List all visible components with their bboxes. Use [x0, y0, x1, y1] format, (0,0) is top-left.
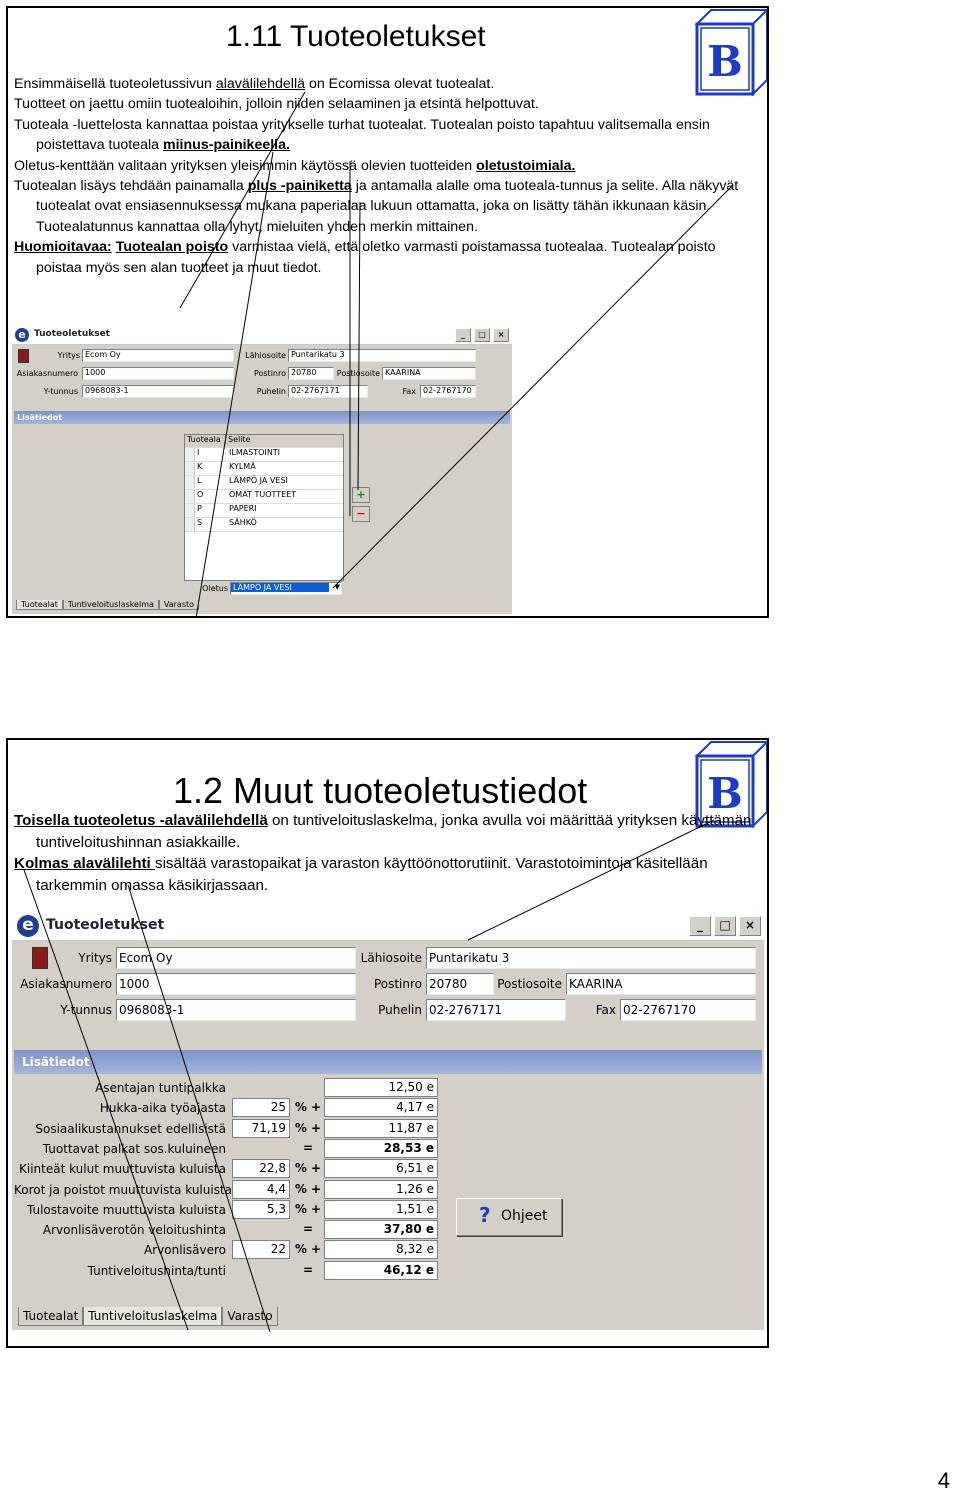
tunti-row-operator: % +	[294, 1120, 322, 1135]
tuoteala-row[interactable]	[185, 448, 343, 462]
bullet: Tuotealan lisäys tehdään painamalla plus -painiketta ja antamalla alalle oma tuoteala-tunnus ja selite. Alla näkyvät tuotealat ovat ensiasennuksessa mukana paperialaa lukuun ottamatta, joka on lisätty tähän ikkunaan käsin. Tuotealatunnus kannattaa olla lyhyt, mieluiten yhden merkin mittainen.	[14, 178, 739, 235]
label-lahiosoite: Lähiosoite	[360, 951, 422, 965]
tab-tuntiveloituslaskelma[interactable]: Tuntiveloituslaskelma	[63, 600, 159, 610]
ecom-app-icon: e	[15, 328, 29, 342]
tab-tuotealat[interactable]: Tuotealat	[18, 1307, 83, 1326]
company-header	[12, 345, 512, 409]
label-postinro: Postinro	[253, 369, 286, 378]
slide-muut-tuoteoletustiedot	[6, 738, 769, 1348]
bullet: Oletus-kenttään valitaan yrityksen yleisimmin käytössä olevien tuotteiden oletustoimiala.	[14, 157, 576, 174]
field-postinro[interactable]: 20780	[288, 367, 334, 380]
bullet: Kolmas alavälilehti sisältää varastopaikat ja varaston käyttöönottorutiinit. Varastotoimintoja käsitellään tarkemmin omassa käsikirjassaan.	[14, 855, 708, 894]
grid-header	[185, 435, 343, 448]
tuoteala-code: L	[197, 476, 202, 485]
logo-letter: B	[707, 37, 743, 86]
field-lahiosoite[interactable]: Puntarikatu 3	[288, 349, 476, 362]
tunti-row-label: Hukka-aika työajasta	[99, 1101, 226, 1116]
bullet: Toisella tuoteoletus -alavälilehdellä on tuntiveloituslaskelma, jonka avulla voi määrittää yrityksen käyttämän tuntiveloitushinnan asiakkaille.	[14, 812, 752, 851]
tuoteala-row[interactable]	[185, 476, 343, 490]
tunti-row-operator: =	[302, 1262, 314, 1277]
label-postiosoite: Postiosoite	[497, 977, 562, 991]
tunti-row-label: Sosiaalikustannukset edellisistä	[35, 1121, 226, 1136]
tunti-row-operator: =	[302, 1140, 314, 1155]
row-selector[interactable]	[185, 476, 195, 489]
bullet: Tuotteet on jaettu omiin tuotealoihin, jolloin niiden selaaminen ja etsintä helpottuvat.	[14, 96, 539, 113]
help-icon: ?	[479, 1203, 491, 1227]
tunti-row-operator: % +	[294, 1242, 322, 1257]
tuoteoletukset-window-tuotealat	[12, 326, 512, 614]
maximize-button[interactable]: □	[714, 916, 736, 936]
plus-button[interactable]: +	[352, 487, 370, 503]
sub-tabs	[16, 600, 199, 610]
tab-varasto[interactable]: Varasto	[222, 1307, 277, 1326]
tunti-row-operator: % +	[294, 1181, 322, 1196]
tunti-row-input[interactable]: 71,19	[232, 1119, 290, 1138]
field-yritys[interactable]: Ecom Oy	[116, 947, 356, 969]
tunti-row-result: 1,51 e	[324, 1200, 438, 1219]
tab-tuntiveloituslaskelma[interactable]: Tuntiveloituslaskelma	[83, 1307, 222, 1326]
tunti-row-label: Tuottavat palkat sos.kuluineen	[42, 1141, 226, 1156]
tunti-row-result: 46,12 e	[324, 1261, 438, 1280]
label-puhelin: Puhelin	[378, 1003, 422, 1017]
close-button[interactable]: ×	[739, 916, 761, 936]
tuoteala-selite: SÄHKÖ	[229, 518, 257, 527]
minus-button[interactable]: −	[352, 506, 370, 522]
label-yritys: Yritys	[78, 951, 112, 965]
label-postiosoite: Postiosoite	[336, 369, 380, 378]
tuoteala-code: O	[197, 490, 204, 499]
label-ytunnus: Y-tunnus	[60, 1003, 112, 1017]
tuoteala-code: I	[197, 448, 200, 457]
slide-tuoteoletukset	[6, 6, 769, 618]
tunti-row-input[interactable]: 5,3	[232, 1200, 290, 1219]
tab-tuotealat[interactable]: Tuotealat	[16, 600, 63, 610]
field-asiakasnumero[interactable]: 1000	[82, 367, 234, 380]
field-fax[interactable]: 02-2767170	[420, 385, 476, 398]
label-asiakasnumero: Asiakasnumero	[20, 977, 112, 991]
row-selector[interactable]	[185, 518, 195, 531]
tuoteoletukset-window-tuntiveloitus	[12, 912, 764, 1330]
tuoteala-selite: LÄMPÖ JA VESI	[229, 476, 288, 485]
ohjeet-label: Ohjeet	[501, 1208, 548, 1224]
slide2-title: 1.2 Muut tuoteoletustiedot	[173, 770, 588, 811]
tuoteala-code: K	[197, 462, 203, 471]
row-selector[interactable]	[185, 504, 195, 517]
label-ytunnus: Y-tunnus	[43, 387, 78, 396]
tuoteala-row[interactable]	[185, 518, 343, 532]
tunti-row-result: 12,50 e	[324, 1078, 438, 1097]
company-header	[12, 941, 764, 1049]
tunti-row-input[interactable]: 25	[232, 1098, 290, 1117]
tunti-row-input[interactable]: 22	[232, 1240, 290, 1259]
tunti-row-label: Tulostavoite muuttuvista kuluista	[26, 1202, 226, 1217]
ecom-app-icon: e	[17, 915, 39, 937]
tunti-row-label: Arvonlisäverotön veloitushinta	[42, 1223, 226, 1238]
row-selector[interactable]	[185, 490, 195, 503]
slide1-bullets	[14, 74, 761, 278]
tuoteala-selite: OMAT TUOTTEET	[229, 490, 297, 499]
oletus-select[interactable]	[230, 582, 342, 595]
label-postinro: Postinro	[373, 977, 422, 991]
label-fax: Fax	[402, 387, 416, 396]
slide2-bullets	[14, 810, 761, 896]
oletus-label: Oletus	[202, 584, 228, 593]
tunti-row-operator: % +	[294, 1201, 322, 1216]
tunti-row-input[interactable]: 4,4	[232, 1180, 290, 1199]
page-number: 4	[937, 1468, 950, 1493]
window-title: Tuoteoletukset	[34, 329, 110, 339]
tunti-row-input[interactable]: 22,8	[232, 1159, 290, 1178]
tunti-row-operator: % +	[294, 1161, 322, 1176]
tuoteala-row[interactable]	[185, 462, 343, 476]
slide1-title: 1.11 Tuoteoletukset	[226, 20, 486, 53]
field-postiosoite[interactable]: KAARINA	[566, 973, 756, 995]
tunti-row-result: 1,26 e	[324, 1180, 438, 1199]
tuoteala-code: S	[197, 518, 203, 527]
label-asiakasnumero: Asiakasnumero	[16, 369, 78, 378]
field-puhelin[interactable]: 02-2767171	[426, 999, 566, 1021]
row-selector[interactable]	[185, 462, 195, 475]
tuoteala-code: P	[197, 504, 202, 513]
tunti-row-result: 11,87 e	[324, 1119, 438, 1138]
tab-varasto[interactable]: Varasto	[159, 600, 199, 610]
label-lahiosoite: Lähiosoite	[245, 351, 286, 360]
tunti-row-result: 8,32 e	[324, 1240, 438, 1259]
field-ytunnus[interactable]: 0968083-1	[82, 385, 234, 398]
bullet: Ensimmäisellä tuoteoletussivun alavälilehdellä on Ecomissa olevat tuotealat.	[14, 76, 495, 92]
field-postinro[interactable]: 20780	[426, 973, 494, 995]
dropdown-arrow-icon[interactable]: ▼	[334, 583, 340, 591]
sub-tabs	[18, 1307, 278, 1326]
tunti-row-label: Korot ja poistot muuttuvista kuluista	[14, 1182, 233, 1197]
tunti-row-label: Arvonlisävero	[144, 1243, 226, 1258]
tuoteala-selite: ILMASTOINTI	[229, 448, 281, 457]
tunti-row-label: Tuntiveloitushinta/tunti	[87, 1263, 226, 1278]
tunti-row-result: 6,51 e	[324, 1159, 438, 1178]
field-lahiosoite[interactable]: Puntarikatu 3	[426, 947, 756, 969]
field-puhelin[interactable]: 02-2767171	[288, 385, 368, 398]
tuoteala-row[interactable]	[185, 490, 343, 504]
col-selite: Selite	[225, 435, 251, 444]
tuoteala-selite: PAPERI	[229, 504, 257, 513]
title-bar	[12, 912, 764, 941]
minimize-button[interactable]: _	[689, 916, 711, 936]
label-fax: Fax	[595, 1003, 616, 1017]
field-asiakasnumero[interactable]: 1000	[116, 973, 356, 995]
tuotealat-panel	[14, 424, 510, 598]
tunti-row-result: 28,53 e	[324, 1139, 438, 1158]
tunti-row-result: 37,80 e	[324, 1220, 438, 1239]
bullet: Huomioitavaa: Tuotealan poisto varmistaa vielä, että oletko varmasti poistamassa tuotealaa. Tuotealan poisto poistaa myös sen alan tuotteet ja muut tiedot.	[14, 239, 716, 276]
oletus-selected-value: LÄMPÖ JA VESI	[231, 583, 329, 592]
ohjeet-button[interactable]	[456, 1198, 562, 1236]
tunti-row-label: Asentajan tuntipalkka	[95, 1081, 226, 1095]
field-yritys[interactable]: Ecom Oy	[82, 349, 234, 362]
tunti-row-operator: % +	[294, 1100, 322, 1115]
field-fax[interactable]: 02-2767170	[620, 999, 756, 1021]
title-bar	[12, 326, 512, 345]
lisatiedot-banner: Lisätiedot	[14, 1050, 762, 1074]
tuotealat-grid[interactable]	[184, 434, 344, 581]
field-postiosoite[interactable]: KAARINA	[382, 367, 476, 380]
bullet: Tuoteala -luettelosta kannattaa poistaa yritykselle turhat tuotealat. Tuotealan poisto tapahtuu valitsemalla ensin poistettava tuoteala miinus-painikeella.	[14, 116, 710, 154]
window-title: Tuoteoletukset	[46, 917, 165, 933]
tunti-row-label: Kiinteät kulut muuttuvista kuluista	[19, 1162, 226, 1177]
tunti-row-operator: =	[302, 1222, 314, 1237]
close-button[interactable]: ×	[493, 328, 509, 342]
minimize-button[interactable]: _	[455, 328, 471, 342]
tuoteala-selite: KYLMÄ	[229, 462, 256, 471]
field-ytunnus[interactable]: 0968083-1	[116, 999, 356, 1021]
col-tuoteala: Tuoteala	[187, 435, 221, 444]
maximize-button[interactable]: □	[474, 328, 490, 342]
tunti-row-result: 4,17 e	[324, 1098, 438, 1117]
lisatiedot-banner: Lisätiedot	[14, 411, 510, 424]
tuntiveloitus-panel	[14, 1074, 762, 1302]
logo-letter: B	[707, 769, 743, 818]
label-puhelin: Puhelin	[256, 387, 286, 396]
exit-door-icon[interactable]	[18, 349, 29, 363]
label-yritys: Yritys	[57, 351, 80, 360]
row-selector[interactable]	[185, 448, 195, 461]
tuoteala-row[interactable]	[185, 504, 343, 518]
